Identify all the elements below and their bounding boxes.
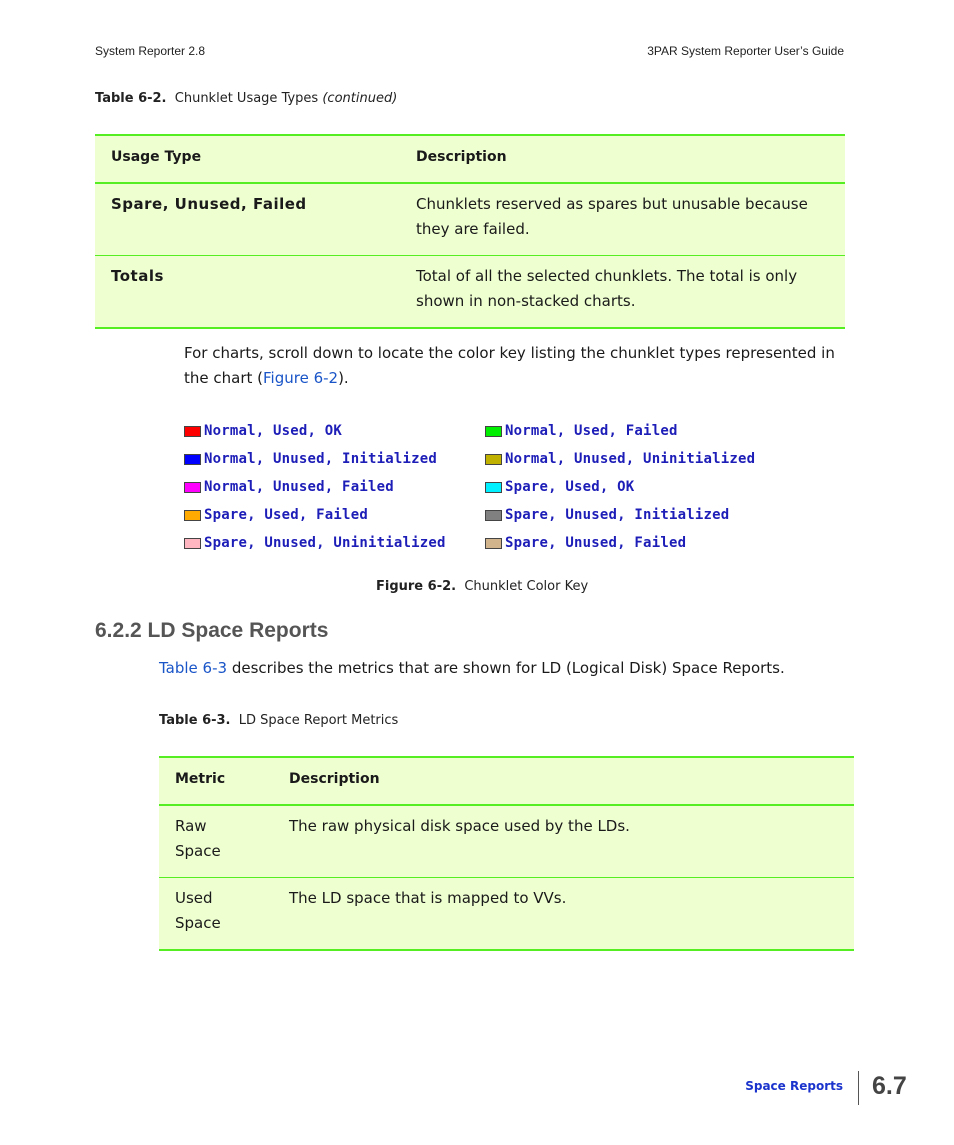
color-key-label: Normal, Unused, Initialized xyxy=(204,451,437,467)
caption-label: Table 6-2. xyxy=(95,91,167,106)
section-heading: 6.2.2 LD Space Reports xyxy=(95,619,329,642)
running-header-right: 3PAR System Reporter User’s Guide xyxy=(647,44,844,58)
color-swatch xyxy=(184,482,201,493)
color-swatch xyxy=(485,482,502,493)
caption-text: LD Space Report Metrics xyxy=(238,713,399,728)
color-key-label: Normal, Used, OK xyxy=(204,423,343,439)
figure-6-2-link[interactable]: Figure 6-2 xyxy=(263,369,339,387)
color-key-label: Spare, Unused, Failed xyxy=(505,535,687,551)
table-header-row xyxy=(95,135,845,183)
color-key-item xyxy=(485,505,729,525)
running-header-left: System Reporter 2.8 xyxy=(95,44,206,58)
color-key-label: Spare, Unused, Initialized xyxy=(505,507,730,523)
color-key-label: Normal, Unused, Failed xyxy=(204,479,394,495)
footer-divider xyxy=(858,1071,859,1105)
caption-suffix: (continued) xyxy=(322,91,398,106)
color-key-label: Normal, Used, Failed xyxy=(505,423,678,439)
color-key-item xyxy=(184,533,446,553)
caption-text: Chunklet Color Key xyxy=(464,579,589,594)
table-header-row xyxy=(159,757,854,805)
caption-label: Figure 6-2. xyxy=(376,579,457,594)
body-paragraph xyxy=(184,341,864,391)
color-key-item xyxy=(485,421,678,441)
description-cell: Chunklets reserved as spares but unusable because they are failed. xyxy=(416,195,808,238)
color-swatch xyxy=(184,426,201,437)
color-swatch xyxy=(485,510,502,521)
caption-text: Chunklet Usage Types xyxy=(174,91,319,106)
caption-label: Table 6-3. xyxy=(159,713,231,728)
color-swatch xyxy=(184,510,201,521)
color-swatch xyxy=(485,426,502,437)
page-number: 6.7 xyxy=(872,1072,907,1100)
color-key-item xyxy=(485,449,755,469)
column-header: Metric xyxy=(175,771,226,787)
color-swatch xyxy=(485,538,502,549)
table-row xyxy=(95,256,845,329)
footer-section-label: Space Reports xyxy=(745,1079,843,1093)
metric-cell: Raw Space xyxy=(175,817,221,860)
ld-space-metrics-table xyxy=(159,756,854,951)
color-key-label: Spare, Used, Failed xyxy=(204,507,368,523)
column-header: Usage Type xyxy=(111,149,202,165)
table-6-3-link[interactable]: Table 6-3 xyxy=(159,659,228,677)
paragraph-text: For charts, scroll down to locate the color key listing the chunklet types represented in the chart ( xyxy=(184,344,835,387)
color-key-label: Normal, Unused, Uninitialized xyxy=(505,451,756,467)
description-cell: The LD space that is mapped to VVs. xyxy=(289,889,567,907)
chunklet-usage-table xyxy=(95,134,845,329)
color-key-item xyxy=(184,505,368,525)
table-6-2-caption xyxy=(95,91,397,106)
color-key-item xyxy=(485,477,634,497)
usage-type-cell: Totals xyxy=(111,267,164,285)
metric-cell: Used Space xyxy=(175,889,221,932)
color-key-label: Spare, Unused, Uninitialized xyxy=(204,535,446,551)
table-6-3-caption xyxy=(159,713,398,728)
usage-type-cell: Spare, Unused, Failed xyxy=(111,195,307,213)
table-row xyxy=(159,805,854,878)
color-key-label: Spare, Used, OK xyxy=(505,479,635,495)
body-paragraph xyxy=(159,656,859,681)
column-header: Description xyxy=(416,149,507,165)
table-row xyxy=(95,183,845,256)
color-key-item xyxy=(485,533,686,553)
color-key-item xyxy=(184,477,394,497)
paragraph-text: describes the metrics that are shown for LD (Logical Disk) Space Reports. xyxy=(227,659,785,677)
figure-6-2-caption xyxy=(376,579,588,594)
color-swatch xyxy=(485,454,502,465)
table-row xyxy=(159,878,854,951)
color-swatch xyxy=(184,538,201,549)
color-key-item xyxy=(184,421,342,441)
description-cell: Total of all the selected chunklets. The total is only shown in non-stacked charts. xyxy=(416,267,798,310)
color-swatch xyxy=(184,454,201,465)
description-cell: The raw physical disk space used by the LDs. xyxy=(289,817,630,835)
column-header: Description xyxy=(289,771,380,787)
paragraph-text: ). xyxy=(338,369,349,387)
color-key-item xyxy=(184,449,437,469)
